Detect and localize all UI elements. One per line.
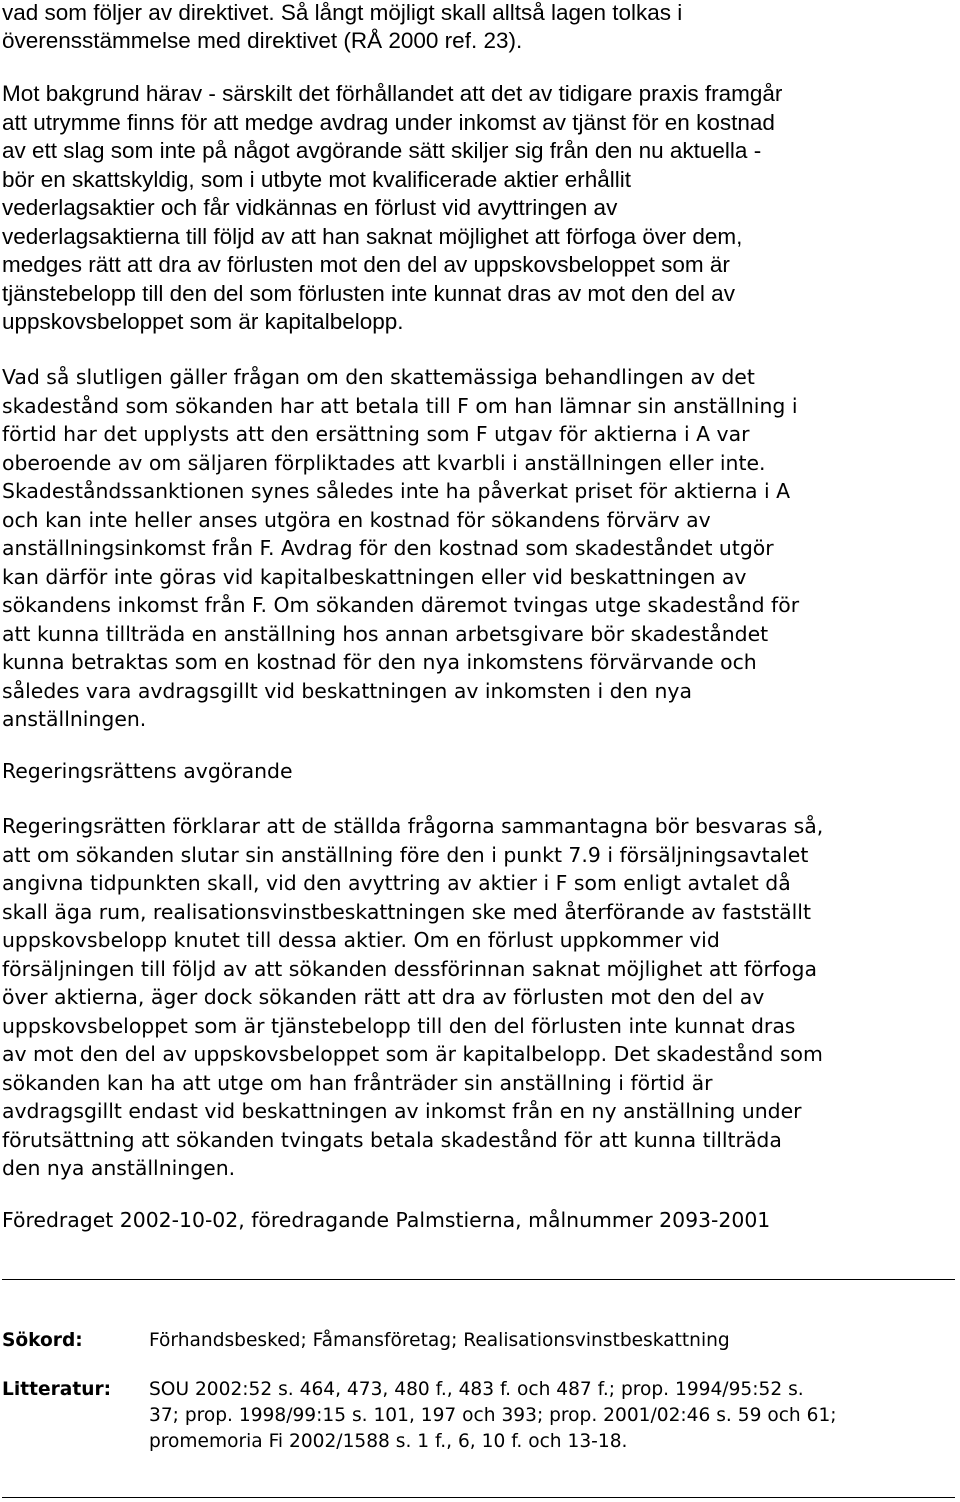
text-line: Mot bakgrund härav - särskilt det förhållandet att det av tidigare praxis framgår xyxy=(2,81,783,106)
text-line: skall äga rum, realisationsvinstbeskattningen ske med återförande av fastställt xyxy=(2,899,811,924)
paragraph-loss-deduction xyxy=(2,80,954,337)
text-line: Skadeståndssanktionen synes således inte ha påverkat priset för aktierna i A xyxy=(2,479,791,503)
text-line: försäljningen till följd av att sökanden dessförinnan saknat möjlighet att förfoga xyxy=(2,956,817,981)
text-line: att kunna tillträda en anställning hos annan arbetsgivare bör skadeståndet xyxy=(2,621,769,646)
text-line: kan därför inte göras vid kapitalbeskattningen eller vid beskattningen av xyxy=(2,564,747,589)
text-line: vederlagsaktierna till följd av att han saknat möjlighet att förfoga över dem, xyxy=(2,223,743,249)
text-line: Regeringsrätten förklarar att de ställda frågorna sammantagna bör besvaras så, xyxy=(2,814,824,838)
text-line: och kan inte heller anses utgöra en kostnad för sökandens förvärv av xyxy=(2,507,711,532)
paragraph-damages xyxy=(2,363,954,734)
keywords-label: Sökord: xyxy=(2,1330,83,1351)
text-line: tjänstebelopp till den del som förlusten inte kunnat dras av mot den del av xyxy=(2,280,735,306)
text-line: således vara avdragsgillt vid beskattningen av inkomsten i den nya xyxy=(2,678,692,703)
text-line: förutsättning att sökanden tvingats betala skadestånd för att kunna tillträda xyxy=(2,1127,782,1152)
text-line: anställningen. xyxy=(2,707,147,731)
text-line: Vad så slutligen gäller frågan om den skattemässiga behandlingen av det xyxy=(2,365,755,389)
text-line: medges rätt att dra av förlusten mot den del av uppskovsbeloppet som är xyxy=(2,252,730,277)
text-line: den nya anställningen. xyxy=(2,1156,236,1180)
text-line: av mot den del av uppskovsbeloppet som är kapitalbelopp. Det skadestånd som xyxy=(2,1042,823,1066)
section-heading xyxy=(2,757,954,786)
text-line: förtid har det upplysts att den ersättning som F utgav för aktierna i A var xyxy=(2,422,750,446)
keywords-value: Förhandsbesked; Fåmansföretag; Realisationsvinstbeskattning xyxy=(149,1330,730,1351)
presentation-text: Föredraget 2002-10-02, föredragande Palmstierna, målnummer 2093-2001 xyxy=(2,1208,771,1232)
keywords-row xyxy=(2,1328,954,1354)
text-line: skadestånd som sökanden har att betala till F om han lämnar sin anställning i xyxy=(2,393,798,418)
literature-line: SOU 2002:52 s. 464, 473, 480 f., 483 f. och 487 f.; prop. 1994/95:52 s. xyxy=(149,1379,804,1400)
text-line: uppskovsbelopp knutet till dessa aktier. Om en förlust uppkommer vid xyxy=(2,928,720,952)
paragraph-continuation xyxy=(2,0,954,55)
text-line: uppskovsbeloppet som är kapitalbelopp. xyxy=(2,309,404,334)
literature-line: 37; prop. 1998/99:15 s. 101, 197 och 393; prop. 2001/02:46 s. 59 och 61; xyxy=(149,1405,837,1426)
text-line: att utrymme finns för att medge avdrag under inkomst av tjänst för en kostnad xyxy=(2,109,775,135)
text-line: angivna tidpunkten skall, vid den avyttring av aktier i F som enligt avtalet då xyxy=(2,871,791,895)
text-line: vad som följer av direktivet. Så långt möjligt skall alltså lagen tolkas i xyxy=(2,0,683,25)
text-line: över aktierna, äger dock sökanden rätt att dra av förlusten mot den del av xyxy=(2,985,765,1009)
text-line: uppskovsbeloppet som är tjänstebelopp till den del förlusten inte kunnat dras xyxy=(2,1013,796,1038)
text-line: vederlagsaktier och får vidkännas en förlust vid avyttringen av xyxy=(2,195,618,220)
text-line: sökandens inkomst från F. Om sökanden däremot tvingas utge skadestånd för xyxy=(2,593,800,617)
presentation-line xyxy=(2,1206,954,1235)
text-line: kunna betraktas som en kostnad för den nya inkomstens förvärvande och xyxy=(2,650,757,674)
literature-row xyxy=(2,1377,954,1457)
text-line: av ett slag som inte på något avgörande sätt skiljer sig från den nu aktuella - xyxy=(2,138,762,163)
text-line: sökanden kan ha att utge om han frånträder sin anställning i förtid är xyxy=(2,1070,713,1095)
text-line: att om sökanden slutar sin anställning före den i punkt 7.9 i försäljningsavtalet xyxy=(2,842,809,867)
literature-label: Litteratur: xyxy=(2,1379,112,1400)
heading-text: Regeringsrättens avgörande xyxy=(2,759,293,783)
divider-bottom xyxy=(2,1497,955,1498)
text-line: oberoende av om säljaren förpliktades att kvarbli i anställningen eller inte. xyxy=(2,450,766,475)
literature-value xyxy=(149,1377,954,1455)
literature-line: promemoria Fi 2002/1588 s. 1 f., 6, 10 f. och 13-18. xyxy=(149,1431,628,1452)
text-line: avdragsgillt endast vid beskattningen av inkomst från en ny anställning under xyxy=(2,1099,802,1123)
divider-top xyxy=(2,1279,955,1280)
text-line: överensstämmelse med direktivet (RÅ 2000 ref. 23). xyxy=(2,28,523,54)
text-line: bör en skattskyldig, som i utbyte mot kvalificerade aktier erhållit xyxy=(2,166,632,192)
text-line: anställningsinkomst från F. Avdrag för den kostnad som skadeståndet utgör xyxy=(2,536,774,560)
paragraph-ruling xyxy=(2,812,954,1183)
